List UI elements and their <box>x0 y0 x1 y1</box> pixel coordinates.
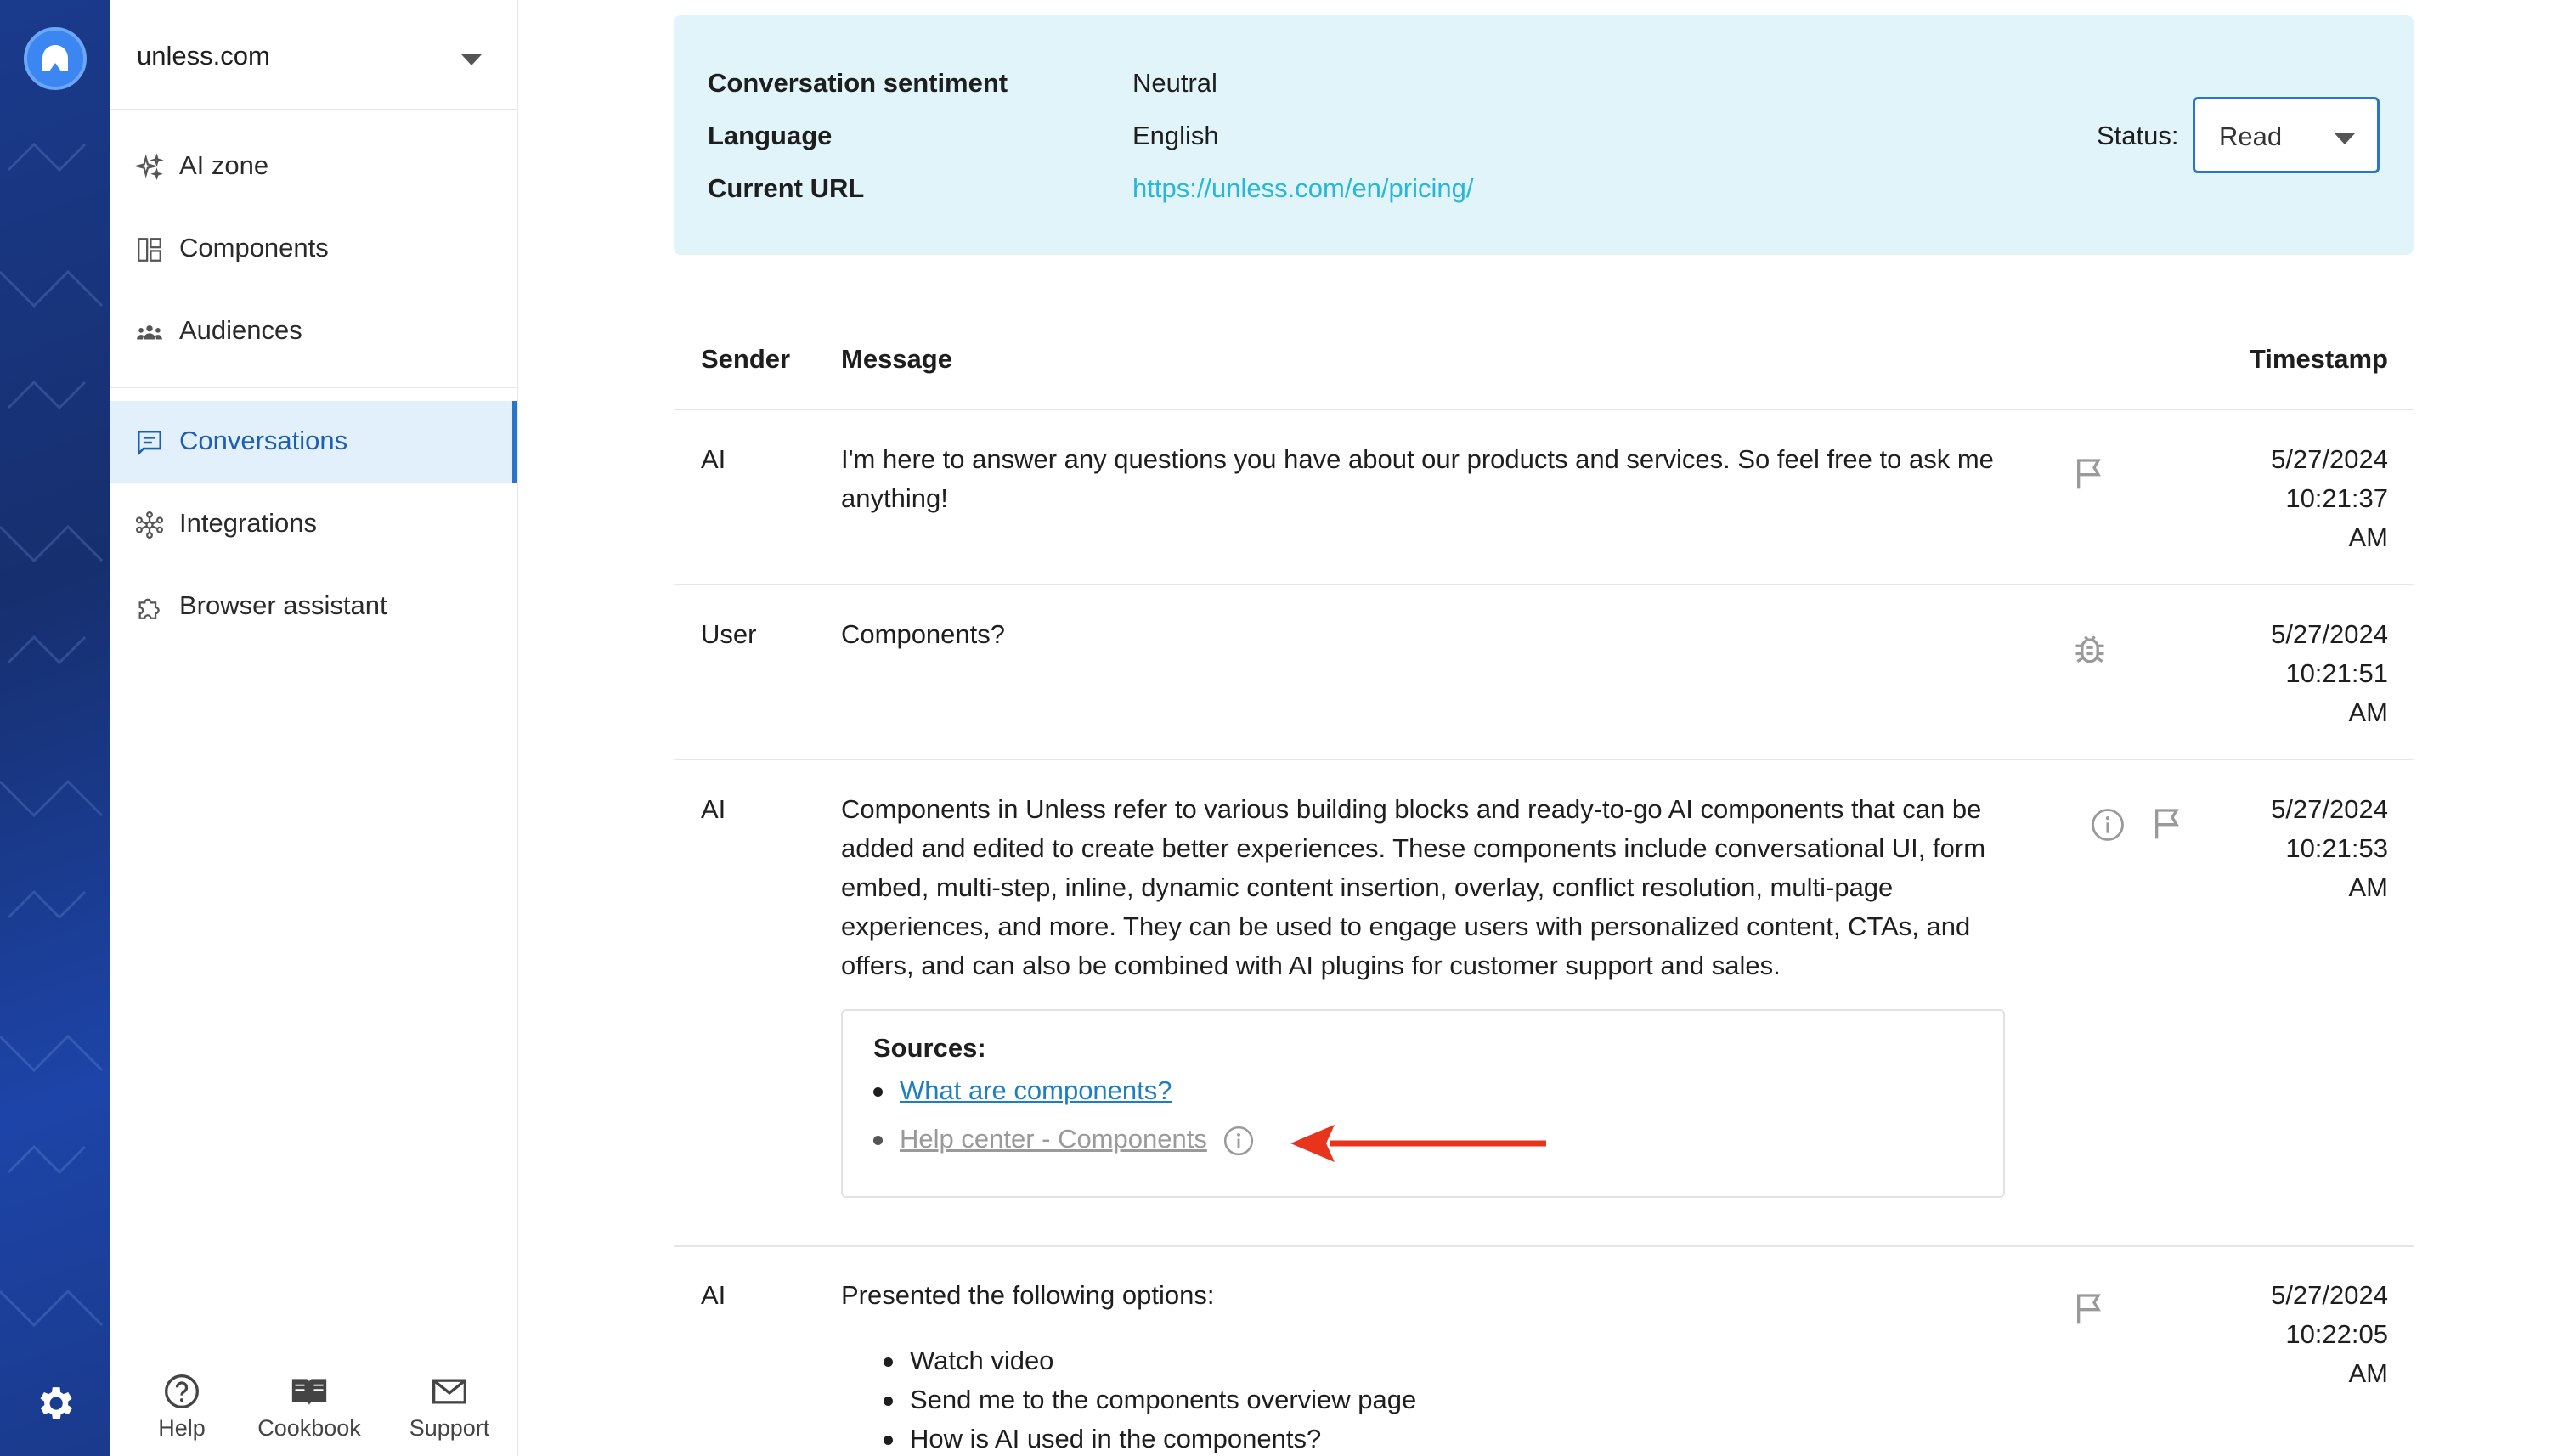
timestamp-date: 5/27/2024 <box>2271 619 2388 649</box>
sidebar-item-label: Browser assistant <box>179 590 387 620</box>
sources-title: Sources: <box>873 1033 986 1063</box>
chevron-down-icon <box>2335 133 2355 144</box>
row-timestamp <box>2201 1276 2388 1393</box>
sidebar-item-label: Audiences <box>179 315 302 345</box>
timestamp-ampm: AM <box>2348 1358 2388 1388</box>
app-rail <box>0 0 110 1456</box>
info-icon[interactable] <box>1222 1125 1255 1157</box>
help-button[interactable] <box>145 1373 218 1442</box>
option-label: Watch video <box>910 1346 1054 1375</box>
language-value: English <box>1132 121 1219 150</box>
info-icon[interactable] <box>2090 807 2126 843</box>
bullet <box>873 1087 883 1097</box>
sidebar-item-label: Conversations <box>179 426 348 455</box>
column-header-sender: Sender <box>701 344 791 374</box>
row-message: Components in Unless refer to various building blocks and ready-to-go AI components that can be added and edited to create better experiences. These components include conversational UI, form embed, multi-step, inline, dynamic content insertion, overlay, conflict resolution, multi-page experiences, and more. They can be used to engage users with personalized content, CTAs, and offers, and can also be combined with AI plugins for customer support and sales. <box>841 794 1986 980</box>
puzzle-icon <box>135 593 164 622</box>
option-label: How is AI used in the components? <box>910 1424 1322 1453</box>
source-link[interactable]: What are components? <box>900 1075 1172 1105</box>
table-divider <box>674 759 2414 760</box>
bullet <box>884 1357 893 1367</box>
row-timestamp <box>2201 615 2388 732</box>
source-link[interactable]: Help center - Components <box>900 1124 1207 1154</box>
current-url-link[interactable]: https://unless.com/en/pricing/ <box>1132 173 1474 203</box>
support-button[interactable] <box>400 1373 499 1442</box>
conversation-info-panel <box>674 15 2414 255</box>
row-sender: AI <box>701 794 726 824</box>
row-sender: AI <box>701 444 726 474</box>
support-label: Support <box>409 1415 490 1441</box>
sidebar-item-components[interactable] <box>110 208 517 290</box>
option-item <box>884 1385 1416 1415</box>
column-header-timestamp: Timestamp <box>2249 344 2388 374</box>
logo-icon <box>37 41 73 76</box>
status-label: Status: <box>2097 121 2179 150</box>
option-item <box>884 1424 1321 1454</box>
row-message: I'm here to answer any questions you have about our products and services. So feel free to ask me anything! <box>841 444 1994 513</box>
bug-icon[interactable] <box>2071 630 2109 668</box>
row-timestamp <box>2201 790 2388 907</box>
current-url-label: Current URL <box>708 173 865 203</box>
chevron-down-icon <box>461 54 482 65</box>
timestamp-ampm: AM <box>2348 697 2388 727</box>
source-item <box>873 1124 1255 1157</box>
source-item <box>873 1075 1172 1106</box>
sidebar-item-integrations[interactable] <box>110 483 517 565</box>
help-label: Help <box>158 1415 206 1441</box>
row-message: Components? <box>841 619 1006 649</box>
flag-icon[interactable] <box>2073 454 2107 492</box>
table-divider <box>674 1245 2414 1247</box>
row-timestamp <box>2201 440 2388 557</box>
timestamp-date: 5/27/2024 <box>2271 794 2388 824</box>
rail-pattern <box>0 0 110 1456</box>
layout-icon <box>135 235 164 264</box>
timestamp-time: 10:21:37 <box>2285 483 2388 513</box>
people-icon <box>135 318 164 347</box>
chat-icon <box>135 428 164 457</box>
settings-gear-icon[interactable] <box>32 1381 76 1425</box>
app-logo[interactable] <box>24 27 87 90</box>
status-select[interactable] <box>2193 97 2380 173</box>
option-item <box>884 1346 1053 1376</box>
timestamp-time: 10:21:51 <box>2285 658 2388 688</box>
column-header-message: Message <box>841 344 952 374</box>
table-divider <box>674 409 2414 410</box>
bullet <box>884 1436 893 1445</box>
language-label: Language <box>708 121 833 150</box>
row-message: Presented the following options: <box>841 1280 1215 1310</box>
timestamp-time: 10:21:53 <box>2285 833 2388 863</box>
table-divider <box>674 584 2414 585</box>
cookbook-label: Cookbook <box>257 1415 361 1441</box>
timestamp-ampm: AM <box>2348 872 2388 902</box>
mail-icon <box>431 1373 468 1410</box>
timestamp-time: 10:22:05 <box>2285 1319 2388 1349</box>
bullet <box>884 1397 893 1406</box>
row-sender: User <box>701 619 757 649</box>
sentiment-label: Conversation sentiment <box>708 68 1008 98</box>
sidebar-item-label: AI zone <box>179 150 269 180</box>
sidebar <box>110 0 518 1456</box>
timestamp-date: 5/27/2024 <box>2271 1280 2388 1310</box>
sparkles-icon <box>135 153 164 182</box>
sidebar-item-audiences[interactable] <box>110 291 517 372</box>
site-name: unless.com <box>137 41 270 71</box>
sidebar-divider <box>110 387 517 388</box>
site-selector[interactable] <box>110 0 517 110</box>
network-icon <box>135 511 164 539</box>
flag-icon[interactable] <box>2073 1290 2107 1327</box>
row-sender: AI <box>701 1280 726 1310</box>
sidebar-item-label: Components <box>179 233 329 262</box>
timestamp-ampm: AM <box>2348 522 2388 552</box>
sidebar-item-ai-zone[interactable] <box>110 126 517 207</box>
sentiment-value: Neutral <box>1132 68 1217 98</box>
sidebar-item-conversations[interactable] <box>110 401 517 483</box>
option-label: Send me to the components overview page <box>910 1385 1417 1414</box>
cookbook-button[interactable] <box>254 1373 364 1442</box>
bullet <box>873 1136 883 1145</box>
help-circle-icon <box>163 1373 200 1410</box>
timestamp-date: 5/27/2024 <box>2271 444 2388 474</box>
book-icon <box>289 1373 330 1410</box>
sidebar-item-browser-assistant[interactable] <box>110 566 517 647</box>
status-value: Read <box>2219 121 2283 151</box>
sidebar-item-label: Integrations <box>179 508 317 538</box>
annotation-arrow-icon <box>1287 1120 1550 1167</box>
flag-icon[interactable] <box>2151 804 2185 842</box>
sources-box <box>841 1009 2005 1198</box>
